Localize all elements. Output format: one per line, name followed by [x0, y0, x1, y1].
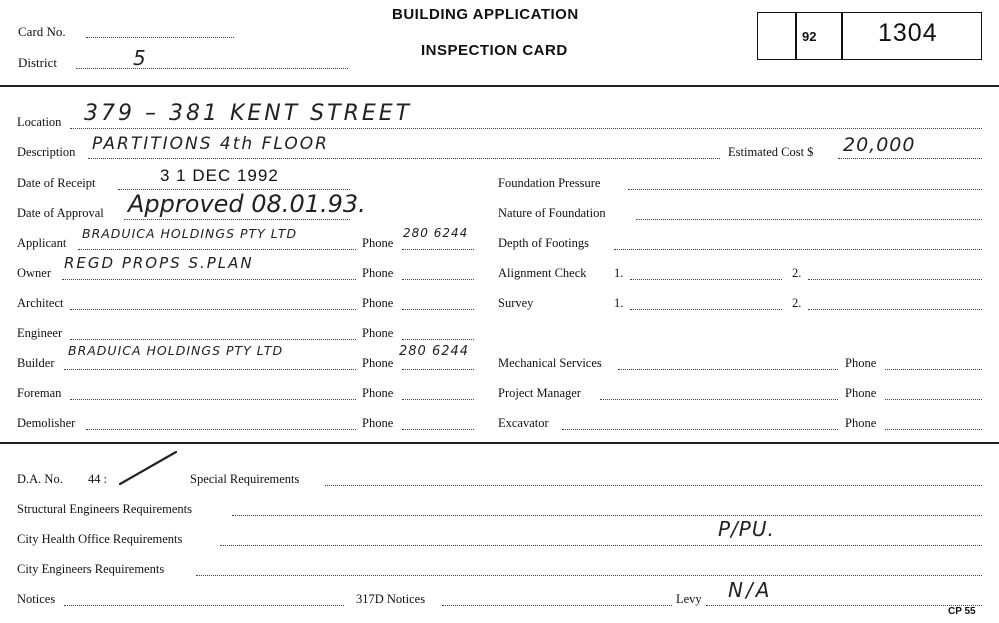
da-label: D.A. No. — [17, 472, 63, 486]
foreman-phone-field[interactable] — [402, 399, 474, 400]
applicant-phone-field[interactable] — [402, 249, 474, 250]
special-requirements-label: Special Requirements — [190, 472, 300, 486]
builder-phone-field[interactable] — [402, 369, 474, 370]
survey-label: Survey — [498, 296, 534, 310]
estimated-cost-label: Estimated Cost $ — [728, 145, 814, 159]
receipt-label: Date of Receipt — [17, 176, 96, 190]
applicant-label: Applicant — [17, 236, 67, 250]
health-field[interactable] — [220, 545, 982, 546]
architect-phone-field[interactable] — [402, 309, 474, 310]
owner-label: Owner — [17, 266, 52, 280]
owner-value: REGD PROPS S.PLAN — [64, 254, 254, 272]
city-engineers-field[interactable] — [196, 575, 982, 576]
da-value: 44 : — [88, 472, 108, 486]
builder-label: Builder — [17, 356, 55, 370]
builder-value: BRADUICA HOLDINGS PTY LTD — [68, 343, 284, 358]
applicant-field[interactable] — [78, 249, 356, 250]
engineer-phone-label: Phone — [362, 326, 394, 340]
levy-label: Levy — [676, 592, 702, 606]
alignment-field-2[interactable] — [808, 279, 982, 280]
architect-phone-label: Phone — [362, 296, 394, 310]
nature-foundation-label: Nature of Foundation — [498, 206, 606, 220]
description-value: PARTITIONS 4th FLOOR — [92, 134, 329, 154]
levy-field[interactable] — [706, 605, 982, 606]
project-manager-phone-label: Phone — [845, 386, 877, 400]
location-value: 379 – 381 KENT STREET — [84, 101, 413, 126]
depth-footings-label: Depth of Footings — [498, 236, 589, 250]
owner-field[interactable] — [62, 279, 356, 280]
notices-317d-label: 317D Notices — [356, 592, 426, 606]
estimated-cost-field[interactable] — [838, 158, 982, 159]
mechanical-label: Mechanical Services — [498, 356, 602, 370]
builder-phone-label: Phone — [362, 356, 394, 370]
location-field[interactable] — [70, 128, 982, 129]
excavator-label: Excavator — [498, 416, 549, 430]
title-line1: BUILDING APPLICATION — [392, 6, 579, 23]
form-code: CP 55 — [948, 606, 976, 617]
top-divider — [0, 85, 999, 87]
demolisher-label: Demolisher — [17, 416, 76, 430]
description-field[interactable] — [88, 158, 720, 159]
notices-317d-field[interactable] — [442, 605, 672, 606]
approval-label: Date of Approval — [17, 206, 104, 220]
excavator-field[interactable] — [562, 429, 838, 430]
district-field[interactable] — [76, 68, 348, 69]
demolisher-phone-field[interactable] — [402, 429, 474, 430]
survey-field-2[interactable] — [808, 309, 982, 310]
project-manager-phone-field[interactable] — [885, 399, 982, 400]
builder-field[interactable] — [64, 369, 356, 370]
applicant-phone-value: 280 6244 — [403, 226, 469, 240]
engineer-field[interactable] — [70, 339, 356, 340]
levy-value: N/A — [728, 578, 773, 602]
builder-phone-value: 280 6244 — [399, 344, 470, 359]
health-value: P/PU. — [718, 517, 775, 541]
foundation-pressure-label: Foundation Pressure — [498, 176, 601, 190]
project-manager-field[interactable] — [600, 399, 838, 400]
foreman-phone-label: Phone — [362, 386, 394, 400]
owner-phone-label: Phone — [362, 266, 394, 280]
mechanical-phone-label: Phone — [845, 356, 877, 370]
alignment-label: Alignment Check — [498, 266, 587, 280]
project-manager-label: Project Manager — [498, 386, 581, 400]
card-no-field[interactable] — [86, 37, 234, 38]
notices-label: Notices — [17, 592, 56, 606]
approval-field[interactable] — [124, 219, 350, 220]
middle-divider — [0, 442, 999, 444]
foundation-pressure-field[interactable] — [628, 189, 982, 190]
receipt-stamp: 3 1 DEC 1992 — [160, 166, 279, 185]
applicant-value: BRADUICA HOLDINGS PTY LTD — [82, 226, 298, 241]
title-line2: INSPECTION CARD — [421, 42, 568, 59]
demolisher-phone-label: Phone — [362, 416, 394, 430]
structural-field[interactable] — [232, 515, 982, 516]
mechanical-field[interactable] — [618, 369, 838, 370]
alignment-num2: 2. — [792, 266, 802, 280]
depth-footings-field[interactable] — [614, 249, 982, 250]
notices-field[interactable] — [64, 605, 344, 606]
estimated-cost-value: 20,000 — [843, 134, 916, 156]
district-label: District — [18, 55, 57, 70]
card-no-label: Card No. — [18, 24, 66, 39]
architect-field[interactable] — [70, 309, 356, 310]
special-requirements-field[interactable] — [325, 485, 982, 486]
description-label: Description — [17, 145, 76, 159]
card-number-box — [757, 12, 982, 60]
engineer-phone-field[interactable] — [402, 339, 474, 340]
alignment-num1: 1. — [614, 266, 624, 280]
architect-label: Architect — [17, 296, 64, 310]
survey-field-1[interactable] — [630, 309, 782, 310]
alignment-field-1[interactable] — [630, 279, 782, 280]
box-number: 1304 — [878, 19, 938, 47]
district-value: 5 — [133, 46, 147, 70]
box-prefix: 92 — [802, 29, 817, 44]
nature-foundation-field[interactable] — [636, 219, 982, 220]
da-slash-mark — [116, 448, 180, 488]
mechanical-phone-field[interactable] — [885, 369, 982, 370]
applicant-phone-label: Phone — [362, 236, 394, 250]
structural-label: Structural Engineers Requirements — [17, 502, 192, 516]
foreman-label: Foreman — [17, 386, 62, 400]
approval-value: Approved 08.01.93. — [128, 190, 366, 218]
owner-phone-field[interactable] — [402, 279, 474, 280]
survey-num2: 2. — [792, 296, 802, 310]
demolisher-field[interactable] — [86, 429, 356, 430]
foreman-field[interactable] — [70, 399, 356, 400]
engineer-label: Engineer — [17, 326, 63, 340]
excavator-phone-label: Phone — [845, 416, 877, 430]
survey-num1: 1. — [614, 296, 624, 310]
city-engineers-label: City Engineers Requirements — [17, 562, 165, 576]
excavator-phone-field[interactable] — [885, 429, 982, 430]
health-label: City Health Office Requirements — [17, 532, 183, 546]
location-label: Location — [17, 115, 62, 129]
